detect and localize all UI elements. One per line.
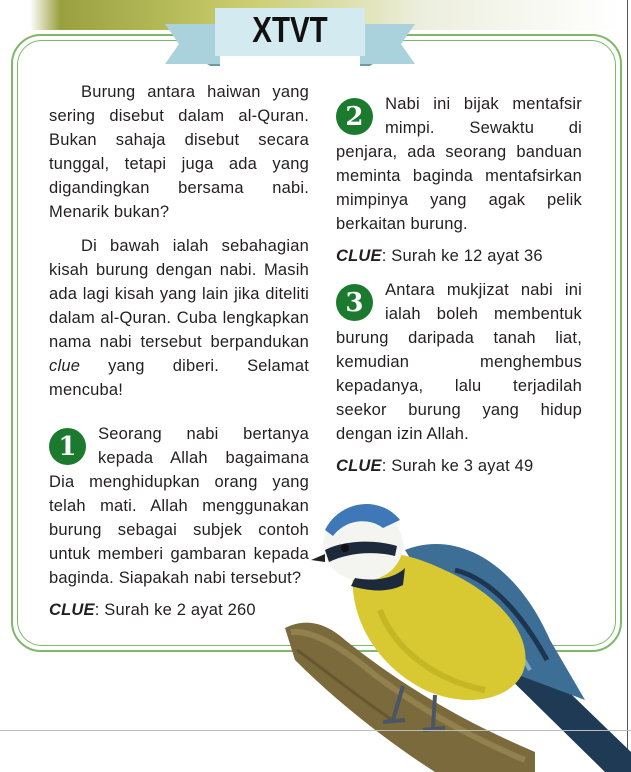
page-rule: [0, 730, 631, 731]
question-1-clue: [49, 598, 309, 622]
clue-label: CLUE: [49, 601, 95, 619]
intro-text-end: yang diberi. Selamat mencuba!: [49, 357, 309, 399]
clue-label: CLUE: [336, 247, 382, 265]
question-2-clue: [336, 244, 582, 268]
left-column: [49, 80, 309, 622]
intro-text: Di bawah ialah sebahagian kisah burung dengan nabi. Masih ada lagi kisah yang lain jika diteliti dalam al-Quran. Cuba lengkapkan nama nabi tersebut berpandukan: [49, 237, 309, 351]
question-1: [49, 422, 309, 622]
question-1-text: Seorang nabi bertanya kepada Allah bagaimana Dia menghidupkan orang yang telah mati. Allah menggunakan burung sebagai subjek contoh untuk memberi gambaran kepada baginda. Siapakah nabi tersebut?: [49, 425, 309, 587]
clue-sep: :: [94, 601, 100, 619]
number-1-badge: 1: [49, 428, 86, 465]
clue-text: Surah ke 2 ayat 260: [99, 601, 256, 619]
banner-title: XTVT: [252, 9, 328, 50]
number-2-badge: 2: [336, 98, 373, 135]
right-column: [336, 92, 582, 478]
clue-sep: :: [381, 457, 387, 475]
intro-paragraph-2: [49, 234, 309, 402]
question-2: [336, 92, 582, 268]
clue-text: Surah ke 12 ayat 36: [386, 247, 543, 265]
question-3-clue: [336, 454, 582, 478]
number-3-badge: 3: [336, 284, 373, 321]
question-3-text: Antara mukjizat nabi ini ialah boleh membentuk burung daripada tanah liat, kemudian menghembus kepadanya, lalu terjadilah seekor burung yang hidup dengan izin Allah.: [336, 281, 582, 443]
intro-paragraph-1: Burung antara haiwan yang sering disebut dalam al-Quran. Bukan sahaja disebut secara tunggal, tetapi juga ada yang digandingkan bersama nabi. Menarik bukan?: [49, 83, 309, 221]
question-3: [336, 278, 582, 478]
clue-sep: :: [381, 247, 387, 265]
question-2-text: Nabi ini bijak mentafsir mimpi. Sewaktu di penjara, ada seorang banduan meminta baginda mentafsirkan mimpinya yang agak pelik berkaitan burung.: [336, 95, 582, 233]
clue-text: Surah ke 3 ayat 49: [386, 457, 534, 475]
intro-clue-word: clue: [49, 357, 81, 375]
clue-label: CLUE: [336, 457, 382, 475]
